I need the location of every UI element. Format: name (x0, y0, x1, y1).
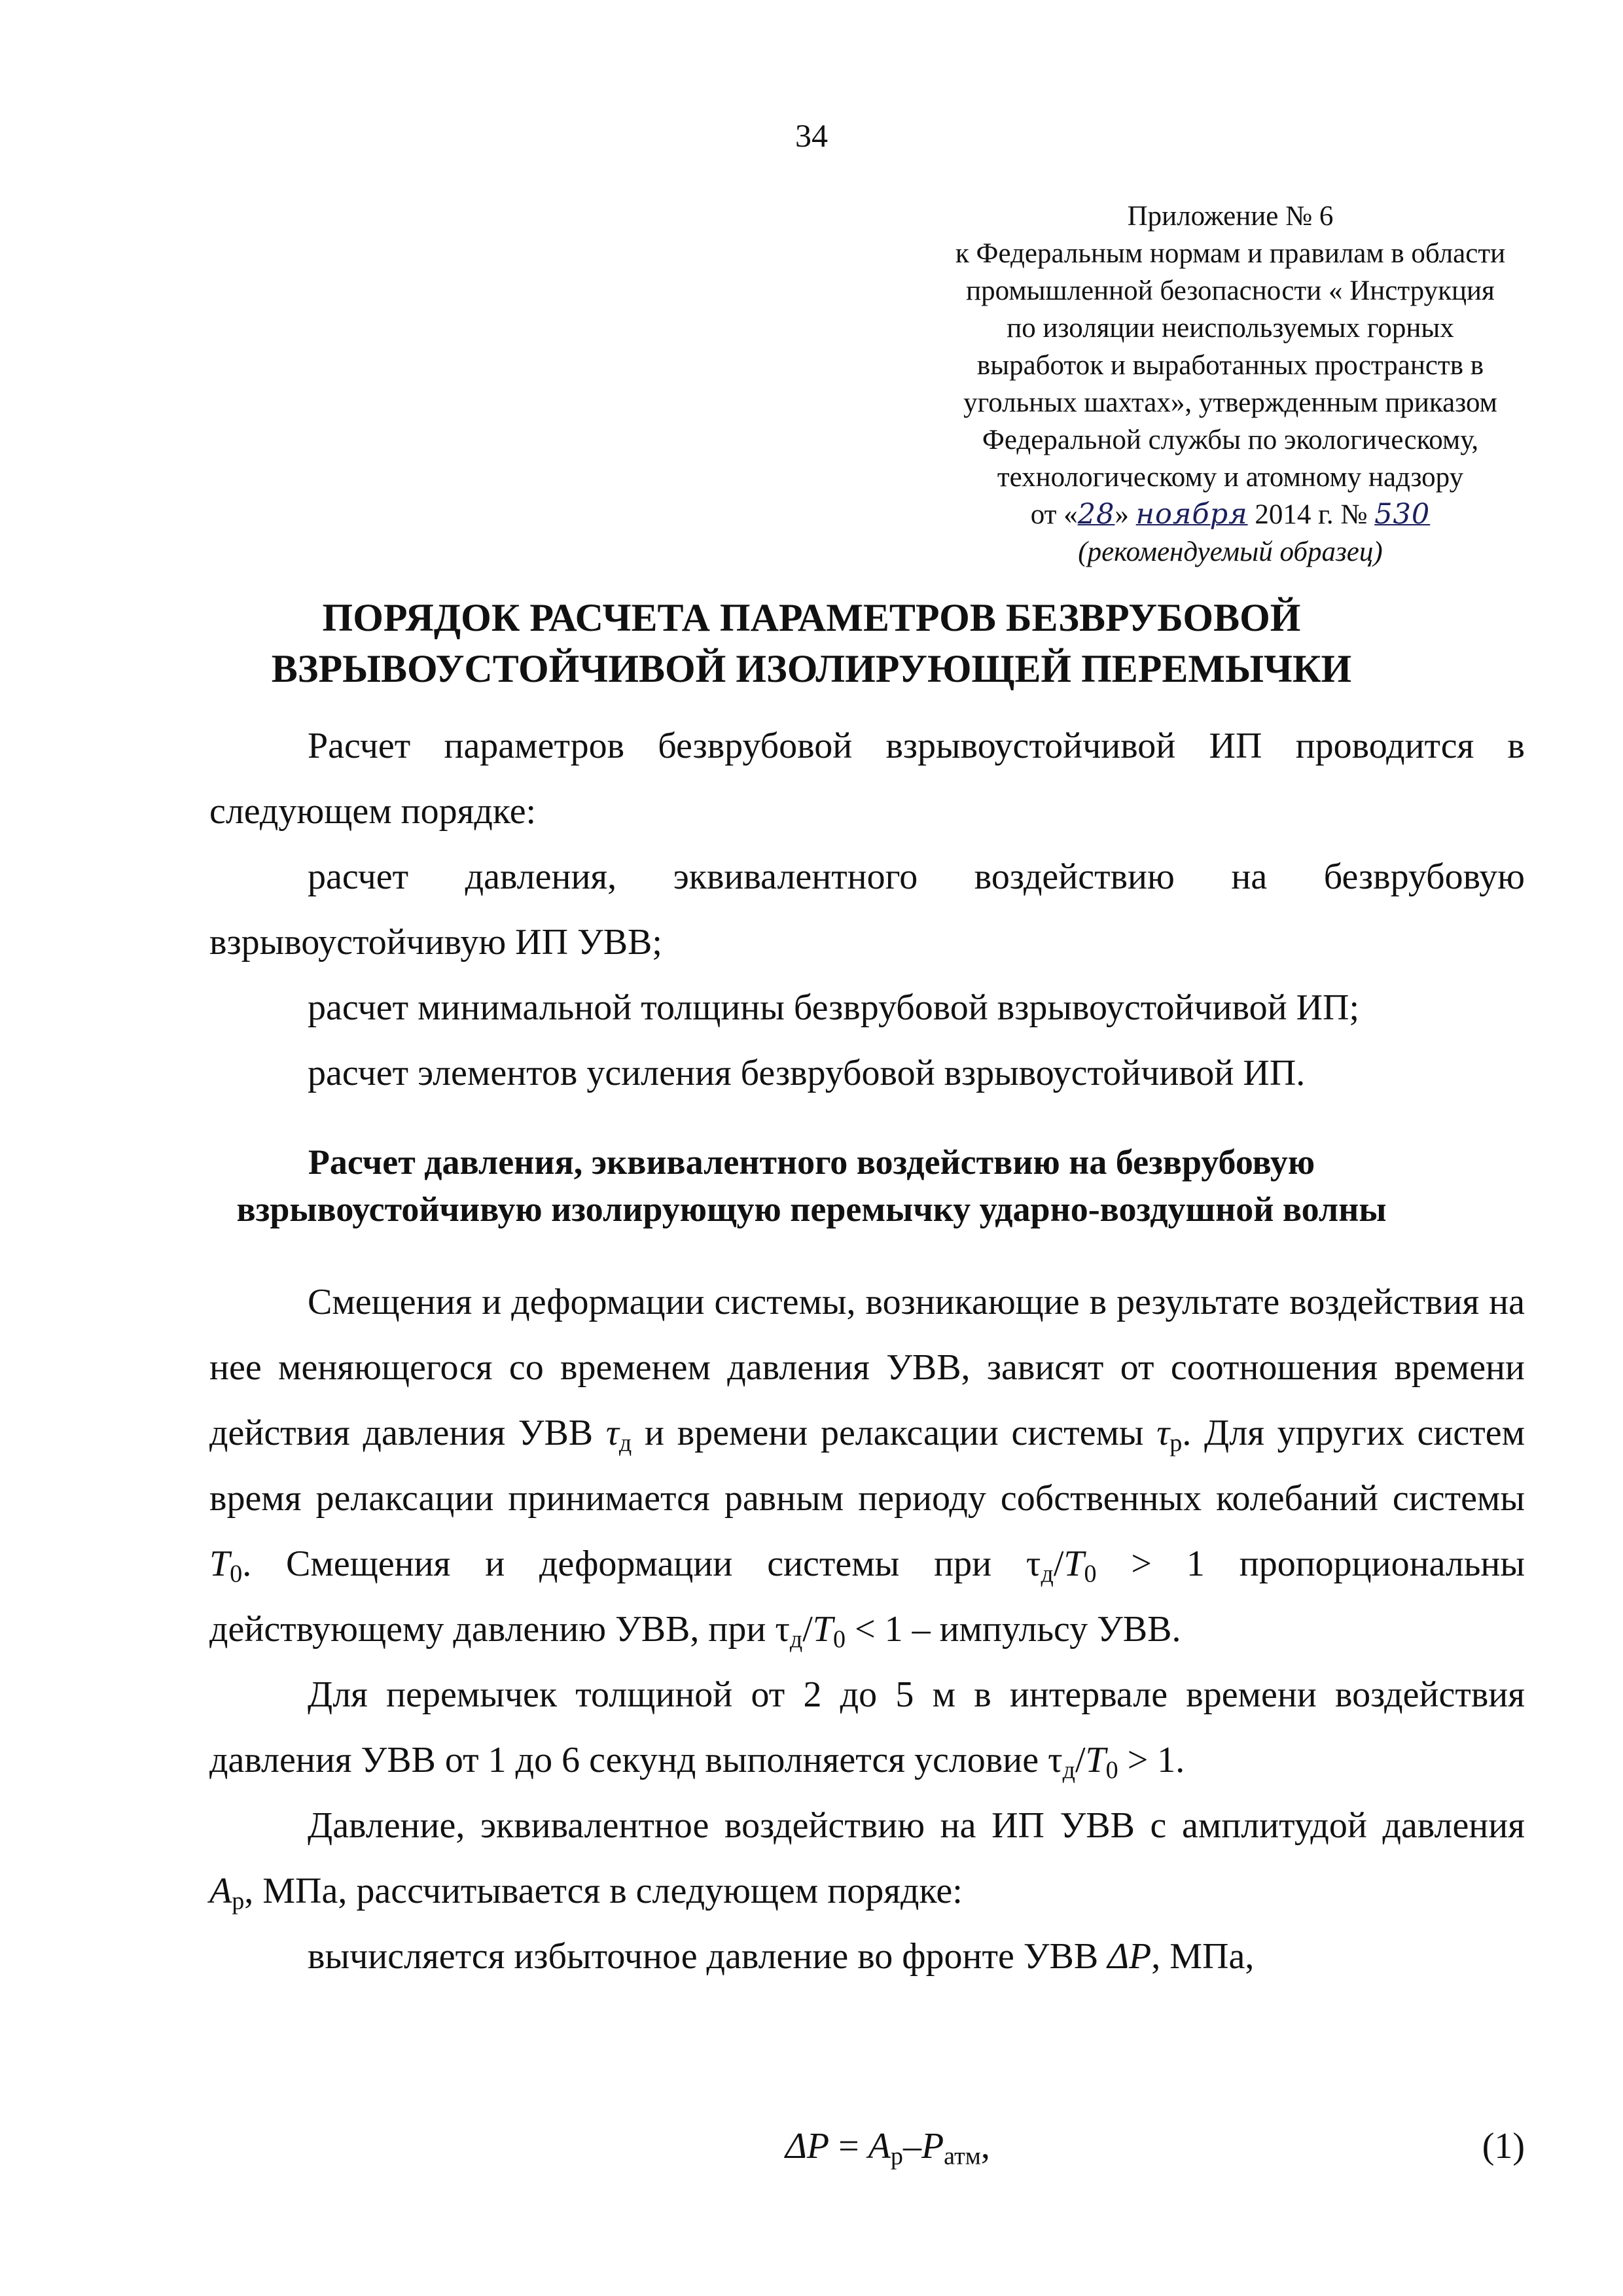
appendix-line: к Федеральным нормам и правилам в области (955, 238, 1506, 269)
intro-paragraph: расчет элементов усиления безврубовой взрывоустойчивой ИП. (308, 1053, 1306, 1093)
date-mid: » (1115, 499, 1129, 530)
tau-symbol: τ (1156, 1413, 1170, 1453)
body-paragraph: Для перемычек толщиной от 2 до 5 м в интервале времени воздействия давления УВВ от 1 до 6 секунд выполняется условие $\tau_д/T_0 > 1$. (209, 1674, 1525, 1784)
section-heading (0, 1139, 1623, 1233)
period-symbol: T (209, 1544, 230, 1584)
appendix-line: по изоляции неиспользуемых горных (1007, 313, 1454, 344)
handwritten-day: 28 (1077, 498, 1115, 531)
appendix-line: промышленной безопасности « Инструкция (966, 275, 1495, 306)
intro-paragraph: Расчет параметров безврубовой взрывоустойчивой ИП проводится в следующем порядке: (209, 726, 1525, 832)
appendix-line: Приложение № 6 (1127, 201, 1334, 232)
date-prefix: от « (1030, 499, 1078, 530)
title-line: ПОРЯДОК РАСЧЕТА ПАРАМЕТРОВ БЕЗВРУБОВОЙ (322, 596, 1301, 639)
appendix-line: Федеральной службы по экологическому, (982, 425, 1479, 455)
heading-line: взрывоустойчивую изолирующую перемычку ударно-воздушной волны (236, 1190, 1387, 1229)
handwritten-month: ноября (1135, 498, 1248, 531)
body-section (209, 1269, 1525, 1989)
document-title (0, 592, 1623, 694)
appendix-header (903, 198, 1558, 571)
intro-paragraph: расчет давления, эквивалентного воздействию на безврубовую взрывоустойчивую ИП УВВ; (209, 857, 1525, 963)
title-line: ВЗРЫВОУСТОЙЧИВОЙ ИЗОЛИРУЮЩЕЙ ПЕРЕМЫЧКИ (271, 647, 1352, 690)
heading-line: Расчет давления, эквивалентного воздействию на безврубовую (308, 1142, 1315, 1182)
handwritten-order-number: 530 (1374, 498, 1431, 531)
order-date-line (903, 496, 1558, 533)
intro-section (209, 713, 1525, 1106)
formula-number: (1) (1482, 2126, 1525, 2166)
date-year: 2014 г. № (1255, 499, 1368, 530)
body-paragraph: Смещения и деформации системы, возникающие в результате воздействия на нее меняющегося со временем давления УВВ, зависят от соотношения времени действия давления УВВ $\tau_д$ и времени релаксации системы $\tau_р$. Для упругих систем время релаксации принимается равным периоду собственных колебаний системы $T_0$. Смещения и деформации системы при $\tau_д/T_0 > 1$ пропорциональны действующему давлению УВВ, при $\tau_д/T_0 < 1$ – импульсу УВВ. (209, 1282, 1525, 1653)
appendix-line: выработок и выработанных пространств в (976, 350, 1484, 381)
appendix-line: угольных шахтах», утвержденным приказом (963, 387, 1497, 418)
appendix-line: технологическому и атомному надзору (997, 462, 1464, 493)
body-paragraph: вычисляется избыточное давление во фронте УВВ ΔP, МПа, (308, 1936, 1255, 1977)
page-number: 34 (795, 117, 828, 154)
body-paragraph: Давление, эквивалентное воздействию на ИП УВВ с амплитудой давления $A_р$, МПа, рассчитывается в следующем порядке: (209, 1805, 1525, 1915)
tau-symbol: τ (605, 1413, 619, 1453)
formula-expression: $\Delta P = A_р-P_{атм}$, (785, 2126, 990, 2170)
appendix-note: (рекомендуемый образец) (1078, 537, 1383, 567)
intro-paragraph: расчет минимальной толщины безврубовой взрывоустойчивой ИП; (308, 987, 1360, 1028)
